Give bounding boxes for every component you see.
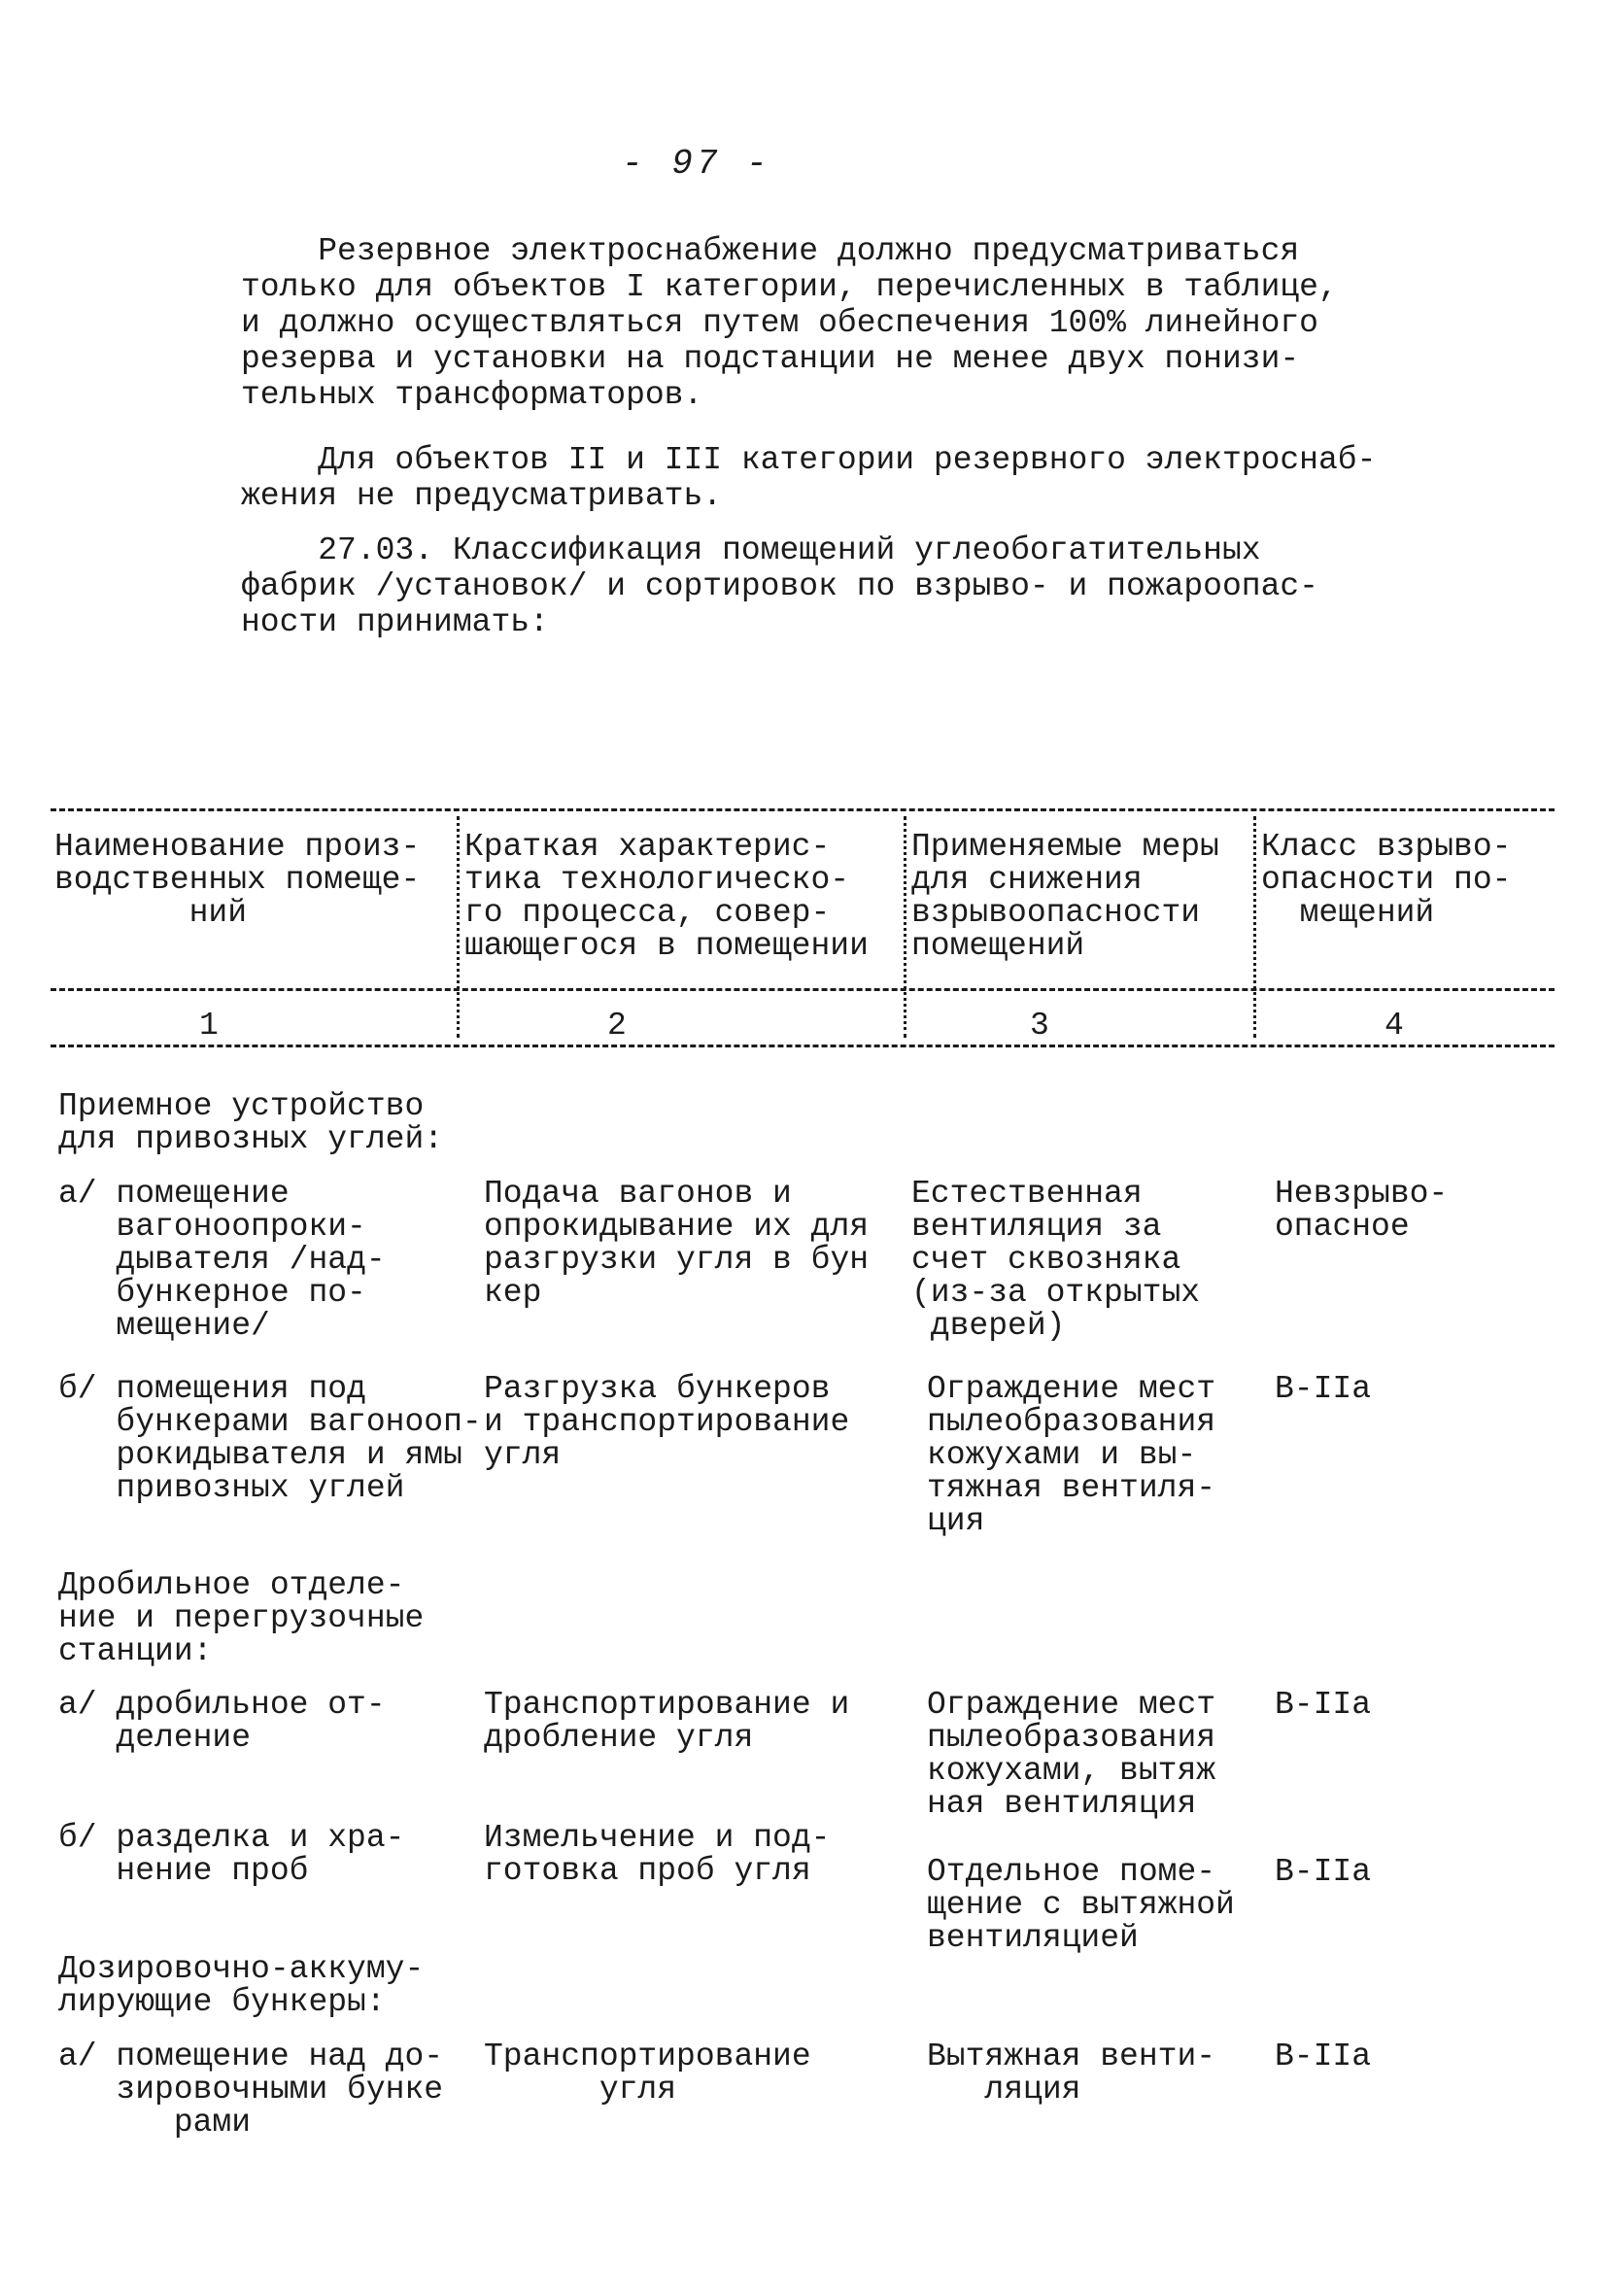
header-measures: Применяемые меры для снижения взрывоопасности помещений xyxy=(911,829,1219,964)
column-separator-3 xyxy=(1253,816,1256,1038)
column-separator-2 xyxy=(904,816,906,1038)
section-heading: Дозировочно-аккуму- лирующие бункеры: xyxy=(58,1951,425,2020)
header-room-name: Наименование произ- водственных помеще- ний xyxy=(54,829,421,931)
column-number-1: 1 xyxy=(199,1008,219,1044)
paragraph-reserve-power: Резервное электроснабжение должно предусматриваться только для объектов I категории, перечисленных в таблице, и должно осуществляться путем обеспечения 100% линейного резерва и установки на подстанции не менее двух понизи- тельных трансформаторов. xyxy=(241,233,1338,413)
table-cell-process: Подача вагонов и опрокидывание их для разгрузки угля в бун кер xyxy=(484,1176,870,1311)
table-cell-class: В-IIа xyxy=(1275,1854,1372,1890)
header-process-description: Краткая характерис- тика технологическо- го процесса, совер- шающегося в помещении xyxy=(464,829,869,964)
column-number-4: 4 xyxy=(1385,1008,1404,1044)
table-cell-class: В-IIа xyxy=(1275,1371,1372,1407)
table-cell-measures: Естественная вентиляция за счет сквозняка (из-за открытых дверей) xyxy=(911,1176,1201,1344)
column-separator-1 xyxy=(457,816,460,1038)
column-number-3: 3 xyxy=(1030,1008,1049,1044)
table-cell-measures: Ограждение мест пылеобразования кожухами и вы- тяжная вентиля- ция xyxy=(927,1371,1216,1539)
table-cell-room: б/ помещения под бункерами вагонооп- рокидывателя и ямы привозных углей xyxy=(58,1371,482,1506)
table-numbers-rule xyxy=(51,1045,1555,1047)
table-cell-class: В-IIа xyxy=(1275,1687,1372,1723)
table-cell-room: б/ разделка и хра- нение проб xyxy=(58,1820,405,1889)
table-top-rule xyxy=(51,808,1555,811)
header-hazard-class: Класс взрыво- опасности по- мещений xyxy=(1261,829,1512,931)
paragraph-classification: 27.03. Классификация помещений углеобогатительных фабрик /установок/ и сортировок по взрыво- и пожароопас- ности принимать: xyxy=(241,532,1318,640)
table-cell-class: В-IIа xyxy=(1275,2039,1372,2074)
table-cell-measures: Вытяжная венти- ляция xyxy=(927,2039,1216,2108)
table-cell-room: а/ помещение вагоноопроки- дывателя /над- бункерное по- мещение/ xyxy=(58,1176,386,1344)
section-heading: Приемное устройство для привозных углей: xyxy=(58,1088,444,1157)
table-cell-process: Разгрузка бункеров и транспортирование угля xyxy=(484,1371,850,1473)
section-heading: Дробильное отделе- ние и перегрузочные станции: xyxy=(58,1567,425,1669)
table-cell-measures: Ограждение мест пылеобразования кожухами, вытяж ная вентиляция xyxy=(927,1687,1216,1822)
table-cell-class: Невзрыво- опасное xyxy=(1275,1176,1449,1245)
table-cell-process: Транспортирование и дробление угля xyxy=(484,1687,850,1756)
column-number-2: 2 xyxy=(607,1008,627,1044)
table-header-rule xyxy=(51,988,1555,991)
table-cell-room: а/ помещение над до- зировочными бунке рами xyxy=(58,2039,444,2141)
page-number: - 97 - xyxy=(622,144,771,184)
table-cell-room: а/ дробильное от- деление xyxy=(58,1687,386,1756)
table-cell-measures: Отдельное поме- щение с вытяжной вентиляцией xyxy=(927,1854,1235,1956)
table-cell-process: Транспортирование угля xyxy=(484,2039,811,2108)
paragraph-category-2-3: Для объектов II и III категории резервного электроснаб- жения не предусматривать. xyxy=(241,442,1377,514)
table-cell-process: Измельчение и под- готовка проб угля xyxy=(484,1820,831,1889)
